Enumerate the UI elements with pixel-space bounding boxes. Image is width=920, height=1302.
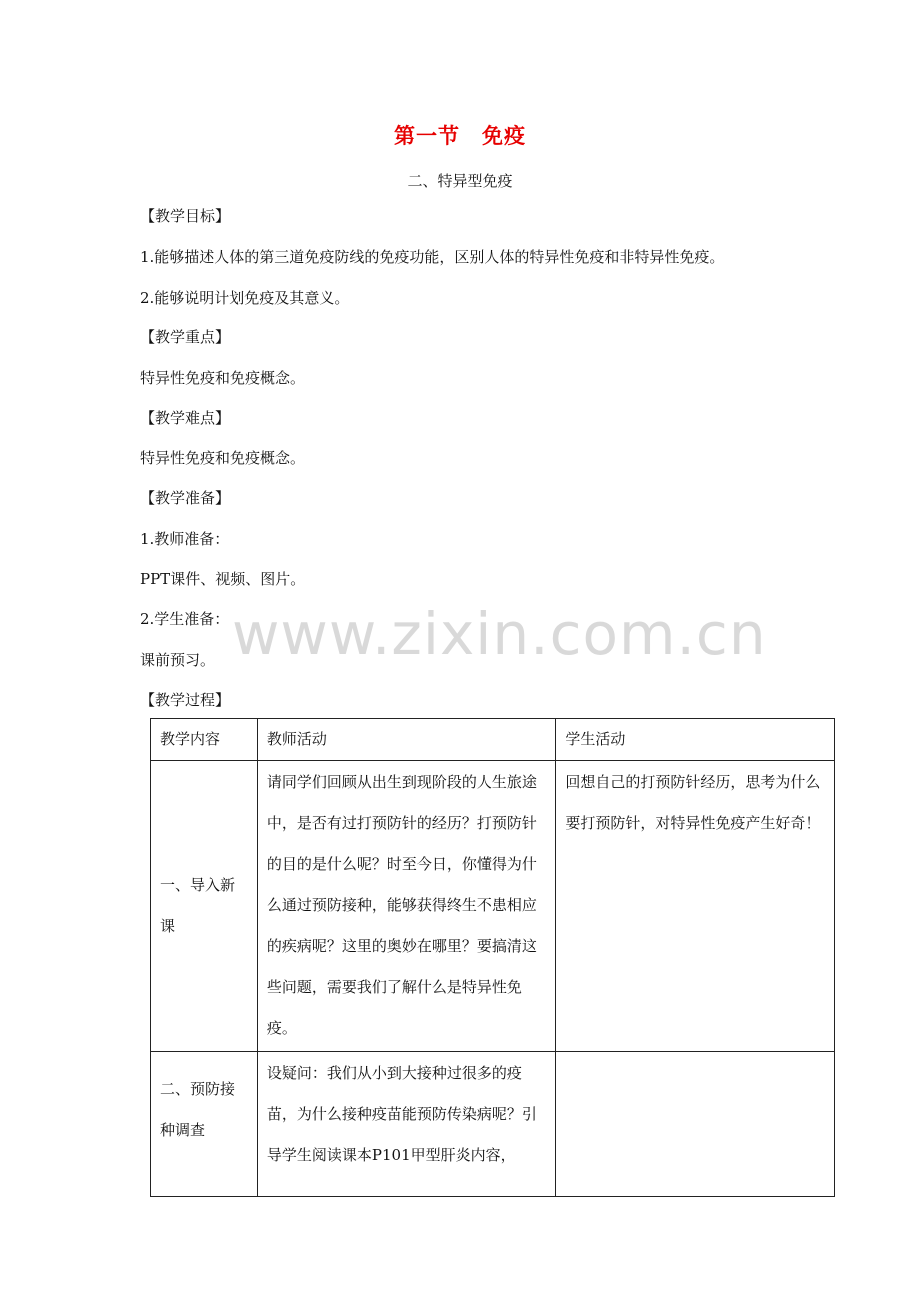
row-student-activity [565, 1052, 825, 1055]
student-prep-label: 2.学生准备： [140, 610, 230, 628]
row-content-cell [151, 761, 258, 1052]
preparation-heading: 【教学准备】 [140, 489, 231, 507]
row-content: 一、导入新课 [160, 875, 236, 935]
row-teacher-activity: 设疑问：我们从小到大接种过很多的疫苗，为什么接种疫苗能预防传染病呢？引导学生阅读课本P101甲型肝炎内容， [266, 1064, 537, 1164]
teacher-prep-text: PPT课件、视频、图片。 [140, 570, 306, 588]
student-prep-text: 课前预习。 [140, 651, 216, 669]
key-points-heading: 【教学重点】 [140, 328, 231, 346]
row-content-cell [151, 1052, 258, 1197]
row-content: 二、预防接种调查 [160, 1080, 236, 1139]
row-student-activity: 回想自己的打预防针经历，思考为什么要打预防针，对特异性免疫产生好奇！ [565, 773, 821, 832]
process-heading: 【教学过程】 [140, 691, 231, 709]
objective-1: 1.能够描述人体的第三道免疫防线的免疫功能，区别人体的特异性免疫和非特异性免疫。 [140, 248, 725, 266]
table-header-row [151, 719, 835, 761]
page-subtitle: 二、特异型免疫 [407, 172, 513, 190]
row-teacher-cell [257, 761, 556, 1052]
teacher-prep-label: 1.教师准备： [140, 530, 230, 548]
objectives-heading: 【教学目标】 [140, 207, 231, 225]
row-student-cell [556, 761, 835, 1052]
objective-2: 2.能够说明计划免疫及其意义。 [140, 289, 350, 307]
watermark: www.zixin.com.cn [232, 600, 767, 668]
header-student: 学生活动 [556, 719, 835, 761]
teaching-process-table [150, 718, 835, 1197]
header-teacher: 教师活动 [257, 719, 556, 761]
difficulties-text: 特异性免疫和免疫概念。 [140, 449, 306, 467]
row-student-cell [556, 1052, 835, 1197]
table-row [151, 1052, 835, 1197]
table-row [151, 761, 835, 1052]
header-content: 教学内容 [151, 719, 258, 761]
key-points-text: 特异性免疫和免疫概念。 [140, 369, 306, 387]
difficulties-heading: 【教学难点】 [140, 409, 231, 427]
page-title: 第一节 免疫 [394, 123, 526, 148]
row-teacher-activity: 请同学们回顾从出生到现阶段的人生旅途中，是否有过打预防针的经历？打预防针的目的是什么呢？时至今日，你懂得为什么通过预防接种，能够获得终生不患相应的疾病呢？这里的奥妙在哪里？要搞清这些问题，需要我们了解什么是特异性免疫。 [266, 773, 537, 1037]
row-teacher-cell [257, 1052, 556, 1197]
